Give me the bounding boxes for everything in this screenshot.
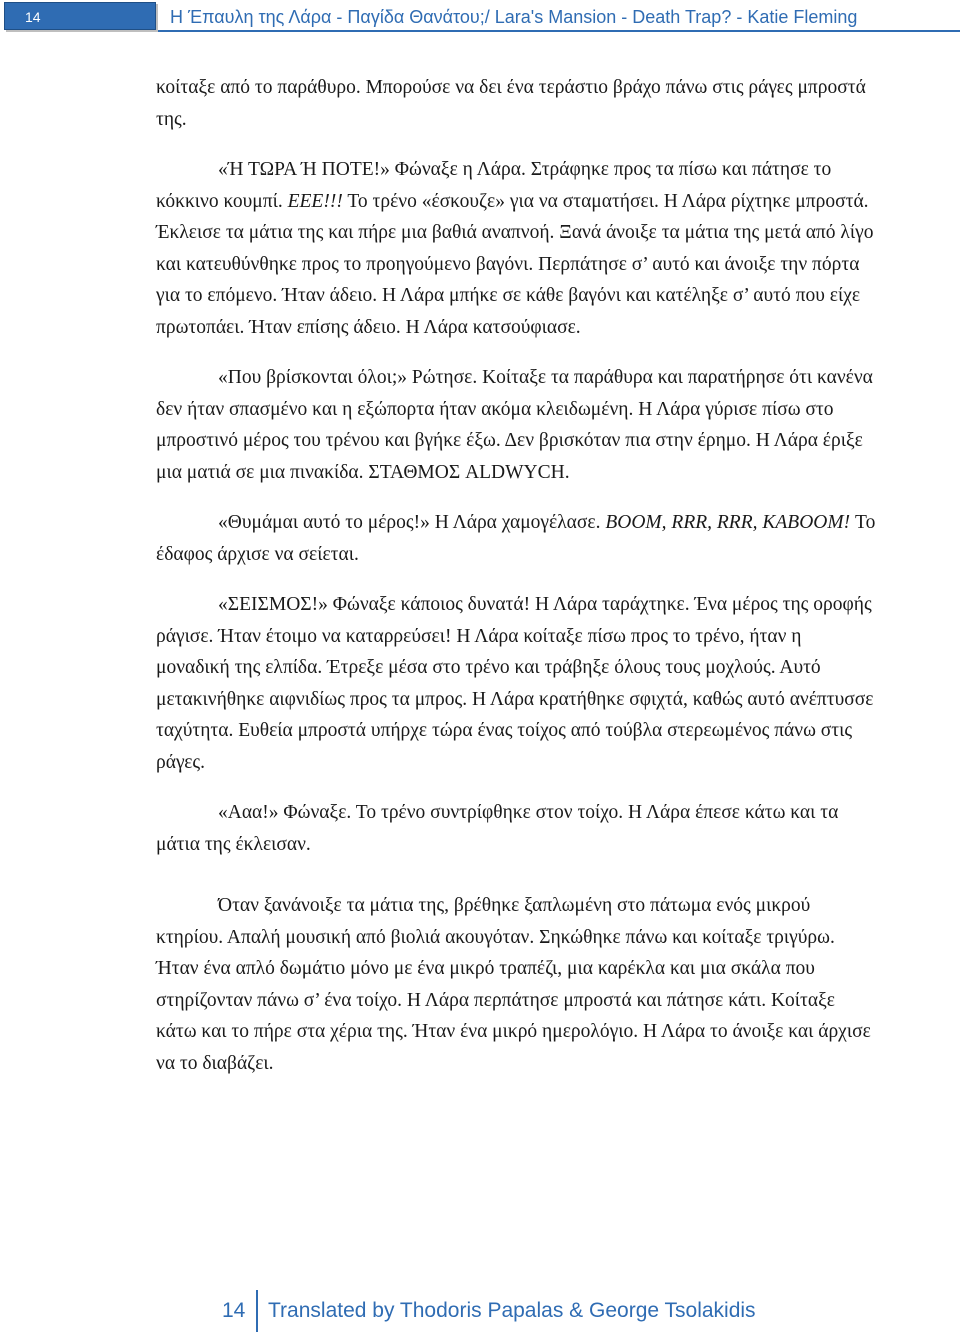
header-title: Η Έπαυλη της Λάρα - Παγίδα Θανάτου;/ Lara's Mansion - Death Trap? - Katie Fleming	[170, 7, 858, 27]
page-footer	[0, 1290, 960, 1334]
italic-text: ΕΕΕ!!!	[287, 190, 343, 212]
header-divider	[158, 30, 960, 32]
paragraph	[156, 589, 876, 778]
paragraph-text: Το τρένο «έσκουζε» για να σταματήσει. Η Λάρα ρίχτηκε μπροστά. Έκλεισε τα μάτια της και πήρε μια βαθιά αναπνοή. Ξανά άνοιξε τα μάτια της μετά από λίγο και κατευθύνθηκε προς το προηγούμενο βαγόνι. Περπάτησε σ’ αυτό και άνοιξε την πόρτα για το επόμενο. Ήταν άδειο. Η Λάρα μπήκε σε κάθε βαγόνι και κατέληξε σ’ αυτό που είχε πρωτοπάει. Ήταν επίσης άδειο. Η Λάρα κατσούφιασε.	[156, 190, 874, 338]
paragraph-text: Όταν ξανάνοιξε τα μάτια της, βρέθηκε ξαπλωμένη στο πάτωμα ενός μικρού κτηρίου. Απαλή μουσική από βιολιά ακουγόταν. Σηκώθηκε πάνω και κοίταξε τριγύρω. Ήταν ένα απλό δωμάτιο μόνο με ένα μικρό τραπέζι, μια καρέκλα και μια σκάλα που στηρίζονταν πάνω σ’ ένα τοίχο. Η Λάρα περπάτησε μπροστά και πάτησε κάτι. Κοίταξε κάτω και το πήρε στα χέρια της. Ήταν ένα μικρό ημερολόγιο. Η Λάρα το άνοιξε και άρχισε να το διαβάζει.	[156, 895, 871, 1074]
header-page-number: 14	[4, 2, 156, 30]
paragraph-text: «Ή ΤΩΡΑ Ή ΠΟΤΕ!» Φώναξε η Λάρα. Στράφηκε προς τα πίσω και πάτησε το κόκκινο κουμπί.	[156, 159, 832, 212]
paragraph-text: κοίταξε από το παράθυρο. Μπορούσε να δει ένα τεράστιο βράχο πάνω στις ράγες μπροστά της.	[156, 77, 866, 130]
italic-text: BOOM, RRR, RRR, KABOOM!	[605, 512, 851, 533]
paragraph	[156, 72, 876, 135]
paragraph-text: «Θυμάμαι αυτό το μέρος!» Η Λάρα χαμογέλασε.	[218, 512, 606, 533]
paragraph-text: Το έδαφος άρχισε να σείεται.	[156, 512, 876, 565]
paragraph	[156, 362, 876, 488]
paragraph	[156, 154, 876, 343]
footer-divider	[256, 1290, 258, 1332]
paragraph-text: «Που βρίσκονται όλοι;» Ρώτησε. Κοίταξε τα παράθυρα και παρατήρησε ότι κανένα δεν ήταν σπασμένο και η εξώπορτα ήταν ακόμα κλειδωμένη. Η Λάρα γύρισε πίσω στο μπροστινό μέρος του τρένου και βγήκε έξω. Δεν βρισκόταν πια στην έρημο. Η Λάρα έριξε μια ματιά σε μια πινακίδα. ΣΤΑΘΜΟΣ ALDWYCH.	[156, 367, 873, 483]
paragraph-text: «ΣΕΙΣΜΟΣ!» Φώναξε κάποιος δυνατά! Η Λάρα ταράχτηκε. Ένα μέρος της οροφής ράγισε. Ήταν έτοιμο να καταρρεύσει! Η Λάρα κοίταξε πίσω προς το τρένο, ήταν η μοναδική της ελπίδα. Έτρεξε μέσα στο τρένο και τράβηξε όλους τους μοχλούς. Αυτό μετακινήθηκε αιφνιδίως προς τα μπρος. Η Λάρα κρατήθηκε σφιχτά, καθώς αυτό ανέπτυσσε ταχύτητα. Ευθεία μπροστά υπήρχε τώρα ένας τοίχος από τούβλα στερεωμένος πάνω στις ράγες.	[156, 594, 874, 773]
footer-credit: Translated by Thodoris Papalas & George Tsolakidis	[268, 1299, 756, 1322]
footer-page-number: 14	[222, 1299, 246, 1322]
paragraph	[156, 797, 876, 860]
page-header	[0, 0, 960, 40]
paragraph	[156, 890, 876, 1079]
body-text	[156, 72, 876, 1098]
paragraph-text: «Ααα!» Φώναξε. Το τρένο συντρίφθηκε στον τοίχο. Η Λάρα έπεσε κάτω και τα μάτια της έκλεισαν.	[156, 802, 839, 855]
paragraph	[156, 507, 876, 570]
